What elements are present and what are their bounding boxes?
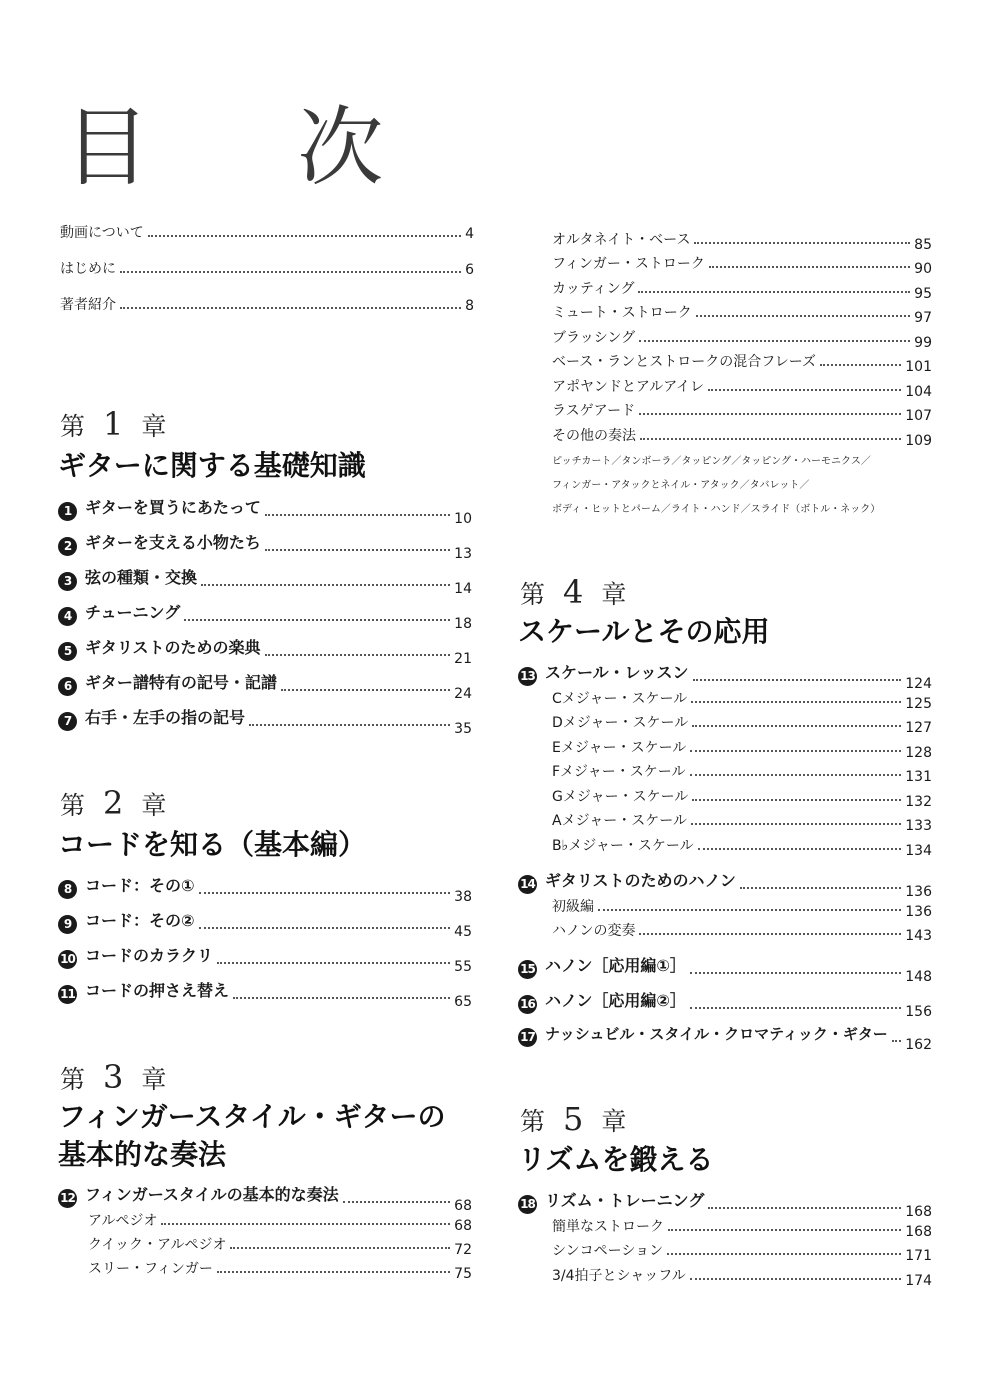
section-9[interactable]: 9 コード：その② 45: [58, 908, 472, 934]
section-number-badge: 10: [58, 950, 77, 969]
subsection-quick-arpeggio[interactable]: クイック・アルペジオ 72: [88, 1237, 472, 1258]
section-number-badge: 18: [518, 1195, 537, 1214]
section-4[interactable]: 4 チューニング 18: [58, 600, 472, 626]
chapter-1-heading: ギターに関する基礎知識: [58, 449, 366, 482]
section-7[interactable]: 7 右手・左手の指の記号 35: [58, 705, 472, 731]
chapter-5-heading: リズムを鍛える: [518, 1143, 714, 1176]
toc-entry-label: 著者紹介: [60, 297, 116, 313]
section-11[interactable]: 11 コードの押さえ替え 65: [58, 978, 472, 1004]
section-number-badge: 17: [518, 1028, 537, 1047]
section-number-badge: 7: [58, 712, 77, 731]
subsection-a-major[interactable]: Aメジャー・スケール 133: [552, 813, 932, 834]
toc-entry-video[interactable]: [60, 222, 474, 242]
subsection-rasgueado[interactable]: ラスゲアード 107: [552, 403, 932, 424]
section-number-badge: 6: [58, 677, 77, 696]
chapter-1-number: 第 1 章: [60, 405, 167, 443]
toc-entry-label: 動画について: [60, 225, 144, 241]
chapter-2-heading: コードを知る（基本編）: [58, 828, 367, 861]
other-techniques-list-line2: フィンガー・アタックとネイル・アタック／タバレット／: [552, 480, 810, 491]
subsection-beginner[interactable]: 初級編 136: [552, 899, 932, 920]
subsection-bass-run[interactable]: ベース・ランとストロークの混合フレーズ 101: [552, 354, 932, 375]
subsection-d-major[interactable]: Dメジャー・スケール 127: [552, 715, 932, 736]
other-techniques-list-line1: ピッチカート／タンボーラ／タッピング／タッピング・ハーモニクス／: [552, 456, 871, 467]
section-2[interactable]: 2 ギターを支える小物たち 13: [58, 530, 472, 556]
toc-entry-page: 4: [465, 226, 474, 242]
subsection-bflat-major[interactable]: B♭メジャー・スケール 134: [552, 838, 932, 859]
section-number-badge: 3: [58, 572, 77, 591]
chapter-3-heading-line1: フィンガースタイル・ギターの: [58, 1100, 446, 1133]
subsection-three-four-shuffle[interactable]: 3/4拍子とシャッフル 174: [552, 1268, 932, 1289]
toc-entry-intro[interactable]: [60, 258, 474, 278]
subsection-hanon-variation[interactable]: ハノンの変奏 143: [552, 923, 932, 944]
page-title: 目 次: [64, 98, 444, 198]
section-18[interactable]: 18 リズム・トレーニング 168: [518, 1188, 932, 1214]
subsection-three-finger[interactable]: スリー・フィンガー 75: [88, 1261, 472, 1282]
section-10[interactable]: 10 コードのカラクリ 55: [58, 943, 472, 969]
section-number-badge: 9: [58, 915, 77, 934]
section-16[interactable]: 16 ハノン［応用編②］ 156: [518, 988, 932, 1014]
section-number-badge: 2: [58, 537, 77, 556]
chapter-3-number: 第 3 章: [60, 1058, 167, 1096]
toc-entry-author[interactable]: [60, 294, 474, 314]
section-1[interactable]: 1 ギターを買うにあたって 10: [58, 495, 472, 521]
subsection-simple-stroke[interactable]: 簡単なストローク 168: [552, 1219, 932, 1240]
section-number-badge: 13: [518, 667, 537, 686]
toc-entry-page: 8: [465, 298, 474, 314]
section-8[interactable]: 8 コード：その① 38: [58, 873, 472, 899]
toc-entry-label: はじめに: [60, 261, 116, 277]
section-number-badge: 14: [518, 875, 537, 894]
section-3[interactable]: 3 弦の種類・交換 14: [58, 565, 472, 591]
subsection-apoyando[interactable]: アポヤンドとアルアイレ 104: [552, 379, 932, 400]
section-number-badge: 5: [58, 642, 77, 661]
section-15[interactable]: 15 ハノン［応用編①］ 148: [518, 953, 932, 979]
section-number-badge: 4: [58, 607, 77, 626]
subsection-finger-stroke[interactable]: フィンガー・ストローク 90: [552, 256, 932, 277]
toc-entry-page: 6: [465, 262, 474, 278]
section-17[interactable]: 17 ナッシュビル・スタイル・クロマティック・ギター 162: [518, 1023, 932, 1047]
section-14[interactable]: 14 ギタリストのためのハノン 136: [518, 868, 932, 894]
chapter-5-number: 第 5 章: [520, 1100, 627, 1138]
subsection-arpeggio[interactable]: アルペジオ 68: [88, 1213, 472, 1234]
section-number-badge: 1: [58, 502, 77, 521]
section-12[interactable]: 12 フィンガースタイルの基本的な奏法 68: [58, 1182, 472, 1208]
section-number-badge: 15: [518, 960, 537, 979]
subsection-alternate-bass[interactable]: オルタネイト・ベース 85: [552, 232, 932, 253]
subsection-brushing[interactable]: ブラッシング 99: [552, 330, 932, 351]
section-number-badge: 16: [518, 995, 537, 1014]
subsection-f-major[interactable]: Fメジャー・スケール 131: [552, 764, 932, 785]
other-techniques-list-line3: ボディ・ヒットとパーム／ライト・ハンド／スライド（ボトル・ネック）: [552, 504, 881, 515]
subsection-syncopation[interactable]: シンコペーション 171: [552, 1243, 932, 1264]
section-number-badge: 8: [58, 880, 77, 899]
subsection-g-major[interactable]: Gメジャー・スケール 132: [552, 789, 932, 810]
chapter-3-heading-line2: 基本的な奏法: [58, 1138, 227, 1171]
subsection-c-major[interactable]: Cメジャー・スケール 125: [552, 691, 932, 712]
chapter-2-number: 第 2 章: [60, 784, 167, 822]
subsection-other-techniques[interactable]: その他の奏法 109: [552, 428, 932, 449]
subsection-cutting[interactable]: カッティング 95: [552, 281, 932, 302]
subsection-e-major[interactable]: Eメジャー・スケール 128: [552, 740, 932, 761]
section-number-badge: 11: [58, 985, 77, 1004]
chapter-4-number: 第 4 章: [520, 573, 627, 611]
section-number-badge: 12: [58, 1189, 77, 1208]
subsection-mute-stroke[interactable]: ミュート・ストローク 97: [552, 305, 932, 326]
section-6[interactable]: 6 ギター譜特有の記号・記譜 24: [58, 670, 472, 696]
section-13[interactable]: 13 スケール・レッスン 124: [518, 660, 932, 686]
section-5[interactable]: 5 ギタリストのための楽典 21: [58, 635, 472, 661]
chapter-4-heading: スケールとその応用: [518, 615, 770, 648]
